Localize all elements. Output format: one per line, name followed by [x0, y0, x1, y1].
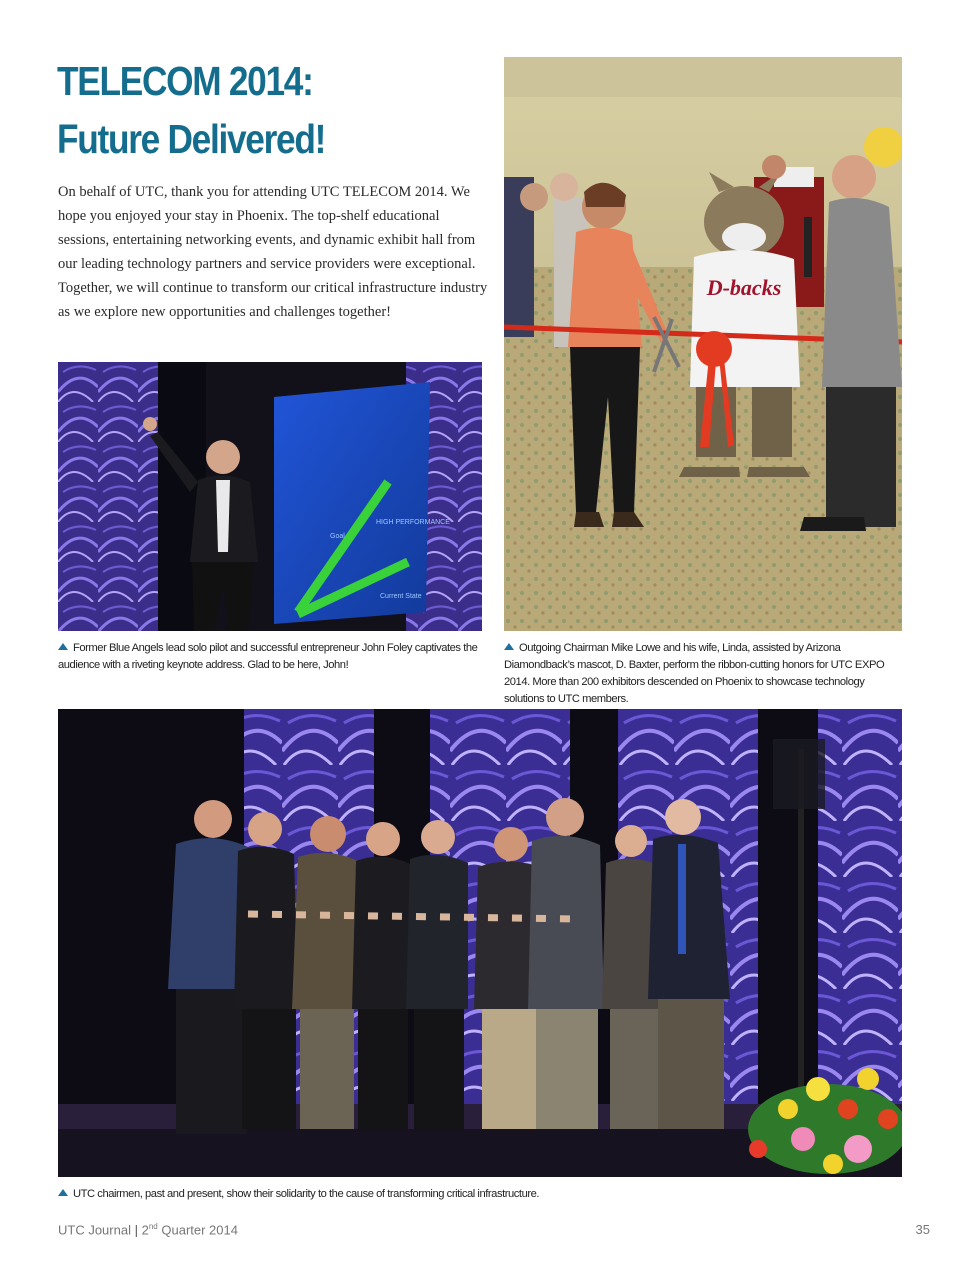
ribbon-cutting-photo: [504, 57, 902, 631]
intro-paragraph: On behalf of UTC, thank you for attending UTC TELECOM 2014. We hope you enjoyed your stay in Phoenix. The top-shelf educational sessions, entertaining networking events, and dynamic exhibit hall from our leading technology partners and service providers were exceptional. Together, we will continue to transform our critical infrastructure industry as we explore new opportunities and challenges together!: [58, 184, 488, 320]
footer-journal-issue: [58, 1222, 238, 1237]
screen-label-high-performance: HIGH PERFORMANCE: [376, 519, 450, 526]
ribbon-caption: [504, 640, 904, 708]
chairmen-caption: [58, 1186, 902, 1203]
chairmen-photo: [58, 709, 902, 1177]
keynote-caption-text: Former Blue Angels lead solo pilot and successful entrepreneur John Foley captivates the audience with a riveting keynote address. Glad to be here, John!: [58, 642, 478, 671]
screen-label-current-state: Current State: [380, 593, 422, 600]
page-number: 35: [915, 1222, 930, 1237]
chairmen-caption-text: UTC chairmen, past and present, show their solidarity to the cause of transforming critical infrastructure.: [73, 1188, 540, 1200]
title-line-2: Future Delivered!: [57, 116, 326, 162]
keynote-photo: [58, 362, 482, 631]
caption-marker-icon: [58, 643, 68, 650]
title-line-1: TELECOM 2014:: [57, 58, 313, 104]
caption-marker-icon: [58, 1189, 68, 1196]
article-title: [57, 52, 418, 168]
footer-separator: |: [134, 1222, 138, 1238]
jersey-text: D-backs: [706, 275, 782, 300]
footer-issue-text: Quarter 2014: [161, 1222, 238, 1238]
footer-issue-suffix: nd: [148, 1222, 158, 1231]
footer-issue-number: 2: [141, 1222, 149, 1238]
footer-journal: UTC Journal: [58, 1222, 131, 1238]
ribbon-caption-text: Outgoing Chairman Mike Lowe and his wife, Linda, assisted by Arizona Diamondback’s mascot, D. Baxter, perform the ribbon-cutting honors for UTC EXPO 2014. More than 200 exhibitors descended on Phoenix to showcase technology solutions to UTC members.: [504, 642, 885, 705]
screen-label-goal: Goal: [330, 533, 345, 540]
caption-marker-icon: [504, 643, 514, 650]
keynote-caption: [58, 640, 478, 674]
